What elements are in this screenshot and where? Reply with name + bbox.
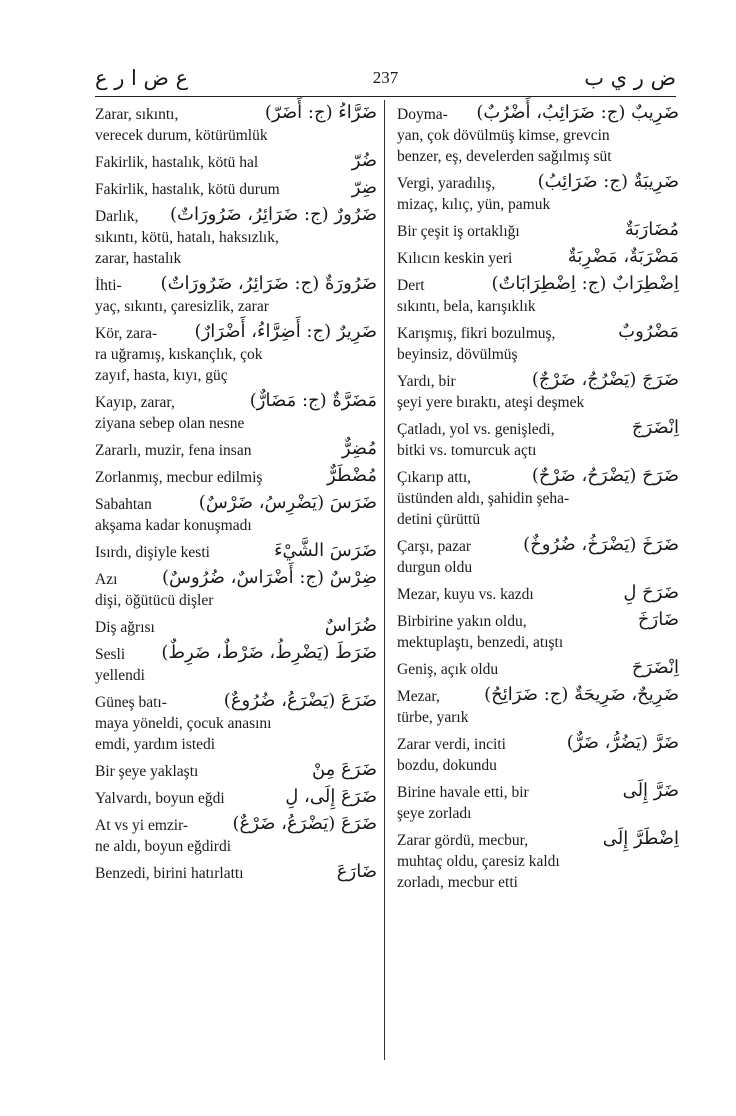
dictionary-entry — [397, 584, 679, 605]
entry-definition-line: Bir şeye yaklaştı — [95, 763, 199, 780]
entry-definition-line: yan, çok dövülmüş kimse, grevcin — [397, 127, 610, 144]
entry-definition-line: Vergi, yaradılış, — [397, 175, 496, 192]
entry-arabic-headword: ضَرَخَ (يَضْرَخُ، ضُرُوخٌ) — [523, 534, 679, 555]
entry-arabic-headword: مَضْرَبَةٌ، مَضْرِبَةٌ — [567, 246, 679, 267]
entry-definition-line: Karışmış, fikri bozulmuş, — [397, 325, 556, 342]
dictionary-entry — [95, 644, 377, 686]
dictionary-entry — [397, 275, 679, 317]
entry-definition-line: Kayıp, zarar, — [95, 394, 175, 411]
entry-definition-line: Çatladı, yol vs. genişledi, — [397, 421, 555, 438]
entry-arabic-headword: ضَرَعَ إِلَى، لِ — [285, 786, 377, 807]
entry-arabic-headword: اِنْضَرَحَ — [631, 657, 679, 678]
dictionary-entry — [397, 248, 679, 269]
entry-definition-line: mektuplaştı, benzedi, atıştı — [397, 634, 564, 651]
dictionary-entry — [95, 761, 377, 782]
dictionary-entry — [397, 419, 679, 461]
entry-definition-line: Yardı, bir — [397, 373, 456, 390]
entry-definition-line: bozdu, dokundu — [397, 757, 497, 774]
dictionary-entry — [95, 206, 377, 269]
entry-definition-line: maya yöneldi, çocuk anasını — [95, 715, 272, 732]
entry-definition-line: zorladı, mecbur etti — [397, 874, 518, 891]
dictionary-entry — [95, 617, 377, 638]
entry-definition-line: benzer, eş, develerden sağılmış süt — [397, 148, 612, 165]
entry-arabic-headword: ضَرَعَ مِنْ — [311, 759, 377, 780]
dictionary-entry — [95, 275, 377, 317]
entry-arabic-headword: ضَرِيبَةٌ (ج: ضَرَائِبُ) — [537, 171, 679, 192]
entry-definition-line: Zarar, sıkıntı, — [95, 106, 179, 123]
dictionary-entry — [397, 323, 679, 365]
entry-definition-line: akşama kadar konuşmadı — [95, 517, 252, 534]
entry-arabic-headword: مُضَارَبَةٌ — [624, 219, 679, 240]
entry-arabic-headword: ضَرَّ (يَضُرُّ، ضَرٌّ) — [566, 732, 679, 753]
entry-arabic-headword: ضَرُورٌ (ج: ضَرَائِرُ، ضَرُورَاتٌ) — [169, 204, 377, 225]
page-header — [95, 66, 676, 96]
entry-arabic-headword: ضَرِيرٌ (ج: أَضِرَّاءُ، أَضْرَارٌ) — [194, 321, 377, 342]
entry-definition-line: zarar, hastalık — [95, 250, 182, 267]
entry-arabic-headword: اِضْطَرَّ إِلَى — [602, 828, 679, 849]
entry-arabic-headword: اِنْضَرَجَ — [631, 417, 679, 438]
dictionary-entry — [397, 734, 679, 776]
entry-definition-line: Zararlı, muzir, fena insan — [95, 442, 252, 459]
dictionary-entry — [397, 830, 679, 893]
dictionary-entry — [397, 371, 679, 413]
entry-definition-line: yaç, sıkıntı, çaresizlik, zarar — [95, 298, 269, 315]
dictionary-entry — [95, 323, 377, 386]
entry-definition-line: şeye zorladı — [397, 805, 472, 822]
entry-definition-line: Azı — [95, 571, 118, 588]
entry-definition-line: verecek durum, kötürümlük — [95, 127, 268, 144]
entry-arabic-headword: ضُرّ — [351, 150, 377, 171]
entry-definition-line: Benzedi, birini hatırlattı — [95, 865, 244, 882]
entry-arabic-headword: ضَرَحَ لِ — [623, 582, 679, 603]
entry-definition-line: Mezar, kuyu vs. kazdı — [397, 586, 534, 603]
entry-arabic-headword: ضَرَجَ (يَضْرُجُ، ضَرْجٌ) — [531, 369, 679, 390]
entry-definition-line: Yalvardı, boyun eğdi — [95, 790, 225, 807]
entry-definition-line: Güneş batı- — [95, 694, 167, 711]
entry-arabic-headword: ضَرُورَةٌ (ج: ضَرَائِرُ، ضَرُورَاتٌ) — [160, 273, 377, 294]
entry-arabic-headword: ضَرَحَ (يَضْرَحُ، ضَرْحٌ) — [531, 465, 679, 486]
entry-arabic-headword: مَضَرَّةٌ (ج: مَضَارٌّ) — [249, 390, 377, 411]
entry-definition-line: dişi, öğütücü dişler — [95, 592, 214, 609]
entry-arabic-headword: ضَرَعَ (يَضْرَعُ، ضُرُوعٌ) — [223, 690, 377, 711]
entry-definition-line: ra uğramış, kıskançlık, çok — [95, 346, 263, 363]
dictionary-entry — [95, 569, 377, 611]
entry-arabic-headword: ضَرِيحٌ، ضَرِيحَةٌ (ج: ضَرَائِحُ) — [484, 684, 679, 705]
entry-definition-line: Darlık, — [95, 208, 139, 225]
header-right-letters: ض ر ي ب — [584, 66, 676, 90]
entry-definition-line: Zorlanmış, mecbur edilmiş — [95, 469, 263, 486]
dictionary-entry — [95, 392, 377, 434]
entry-definition-line: Zarar verdi, inciti — [397, 736, 506, 753]
entry-definition-line: emdi, yardım istedi — [95, 736, 216, 753]
dictionary-entry — [95, 152, 377, 173]
entry-arabic-headword: مَضْرُوبٌ — [618, 321, 679, 342]
header-rule — [95, 96, 676, 97]
entry-definition-line: Çarşı, pazar — [397, 538, 472, 555]
entry-definition-line: ne aldı, boyun eğdirdi — [95, 838, 232, 855]
entry-definition-line: muhtaç oldu, çaresiz kaldı — [397, 853, 560, 870]
entry-definition-line: Zarar gördü, mecbur, — [397, 832, 529, 849]
dictionary-entry — [397, 611, 679, 653]
header-left-letters: ع ض ا ر ع — [95, 66, 189, 90]
entry-definition-line: zayıf, hasta, kıyı, güç — [95, 367, 228, 384]
entry-arabic-headword: ضَرَعَ (يَضْرَعُ، ضَرْعٌ) — [232, 813, 377, 834]
dictionary-entry — [397, 686, 679, 728]
dictionary-entry — [397, 467, 679, 530]
entry-definition-line: İhti- — [95, 277, 122, 294]
entry-definition-line: Kör, zara- — [95, 325, 158, 342]
entry-arabic-headword: ضَرَّاءُ (ج: أَضَرّ) — [264, 102, 377, 123]
entry-arabic-headword: ضَرَسَ الشَّيْءَ — [274, 540, 377, 561]
dictionary-entry — [397, 782, 679, 824]
dictionary-entry — [397, 659, 679, 680]
dictionary-entry — [95, 494, 377, 536]
entry-arabic-headword: ضَرَطَ (يَضْرِطُ، ضَرْطٌ، ضَرِطٌ) — [161, 642, 377, 663]
dictionary-entry — [95, 542, 377, 563]
dictionary-entry — [95, 179, 377, 200]
entry-definition-line: Sesli — [95, 646, 126, 663]
entry-definition-line: Bir çeşit iş ortaklığı — [397, 223, 520, 240]
entry-definition-line: Diş ağrısı — [95, 619, 155, 636]
entry-definition-line: yellendi — [95, 667, 145, 684]
entry-arabic-headword: ضَرَّ إِلَى — [622, 780, 679, 801]
entry-definition-line: ziyana sebep olan nesne — [95, 415, 245, 432]
entry-definition-line: detini çürüttü — [397, 511, 481, 528]
dictionary-entry — [95, 863, 377, 884]
dictionary-entry — [397, 221, 679, 242]
right-column — [397, 104, 679, 899]
entry-definition-line: sıkıntı, kötü, hatalı, haksızlık, — [95, 229, 279, 246]
entry-arabic-headword: اِضْطِرَابٌ (ج: اِضْطِرَابَاتٌ) — [491, 273, 679, 294]
entry-arabic-headword: ضَارَعَ — [336, 861, 377, 882]
entry-arabic-headword: ضُرَاسٌ — [324, 615, 377, 636]
column-divider — [384, 100, 385, 1060]
entry-definition-line: üstünden aldı, şahidin şeha- — [397, 490, 570, 507]
entry-arabic-headword: مُضِرٌّ — [341, 438, 377, 459]
dictionary-entry — [397, 536, 679, 578]
entry-definition-line: şeyi yere bıraktı, ateşi deşmek — [397, 394, 585, 411]
dictionary-entry — [95, 104, 377, 146]
entry-arabic-headword: ضِرّ — [351, 177, 377, 198]
dictionary-entry — [95, 815, 377, 857]
entry-definition-line: Birine havale etti, bir — [397, 784, 529, 801]
entry-definition-line: sıkıntı, bela, karışıklık — [397, 298, 536, 315]
page-number: 237 — [372, 68, 399, 87]
entry-arabic-headword: مُضْطَرٌّ — [327, 465, 377, 486]
entry-definition-line: Fakirlik, hastalık, kötü durum — [95, 181, 280, 198]
entry-definition-line: mizaç, kılıç, yün, pamuk — [397, 196, 551, 213]
left-column — [95, 104, 377, 890]
entry-definition-line: Dert — [397, 277, 425, 294]
dictionary-entry — [397, 104, 679, 167]
entry-definition-line: türbe, yarık — [397, 709, 469, 726]
entry-definition-line: Sabahtan — [95, 496, 152, 513]
entry-definition-line: beyinsiz, dövülmüş — [397, 346, 518, 363]
entry-definition-line: Çıkarıp attı, — [397, 469, 472, 486]
dictionary-entry — [95, 788, 377, 809]
dictionary-entry — [397, 173, 679, 215]
entry-definition-line: Mezar, — [397, 688, 440, 705]
entry-definition-line: Birbirine yakın oldu, — [397, 613, 527, 630]
entry-definition-line: Fakirlik, hastalık, kötü hal — [95, 154, 259, 171]
entry-definition-line: Isırdı, dişiyle kesti — [95, 544, 210, 561]
dictionary-entry — [95, 692, 377, 755]
entry-definition-line: At vs yi emzir- — [95, 817, 189, 834]
entry-arabic-headword: ضَرَسَ (يَضْرِسُ، ضَرْسٌ) — [198, 492, 377, 513]
entry-definition-line: bitki vs. tomurcuk açtı — [397, 442, 537, 459]
dictionary-entry — [95, 467, 377, 488]
entry-arabic-headword: ضَارَخَ — [637, 609, 679, 630]
entry-definition-line: durgun oldu — [397, 559, 473, 576]
entry-arabic-headword: ضِرْسٌ (ج: أَضْرَاسٌ، ضُرُوسٌ) — [162, 567, 377, 588]
entry-arabic-headword: ضَرِيبٌ (ج: ضَرَائِبُ، أَضْرُبٌ) — [476, 102, 679, 123]
entry-definition-line: Geniş, açık oldu — [397, 661, 499, 678]
entry-definition-line: Kılıcın keskin yeri — [397, 250, 513, 267]
entry-definition-line: Doyma- — [397, 106, 448, 123]
dictionary-entry — [95, 440, 377, 461]
